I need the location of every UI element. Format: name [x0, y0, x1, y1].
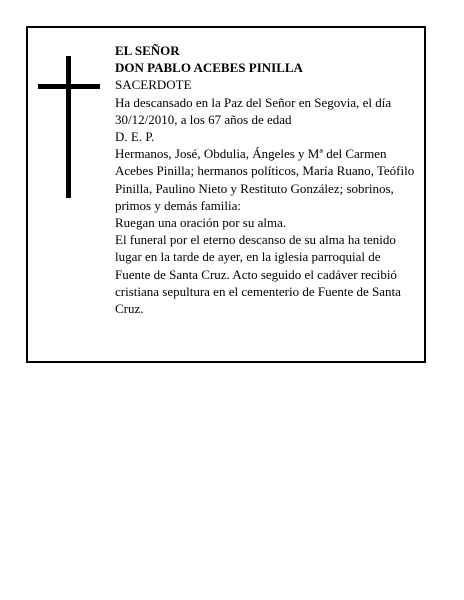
deceased-title: SACERDOTE [115, 77, 192, 93]
dep-abbreviation: D. E. P. [115, 129, 155, 145]
cross-icon [38, 56, 100, 198]
death-announcement: Ha descansado en la Paz del Señor en Segovia, el día 30/12/2010, a los 67 años de edad [115, 94, 392, 127]
prayer-request: Ruegan una oración por su alma. [115, 215, 287, 231]
heading-line-1: EL SEÑOR [115, 43, 180, 58]
cross-horizontal-bar [38, 84, 100, 89]
family-list: Hermanos, José, Obdulia, Ángeles y Mª del Carmen Acebes Pinilla; hermanos políticos, María Ruano, Teófilo Pinilla, Paulino Nieto y Restituto González; sobrinos, primos y demás familia: [115, 146, 415, 213]
notice-text [115, 42, 415, 317]
deceased-name: DON PABLO ACEBES PINILLA [115, 60, 303, 76]
funeral-details: El funeral por el eterno descanso de su alma ha tenido lugar en la tarde de ayer, en la iglesia parroquial de Fuente de Santa Cruz. Acto seguido el cadáver recibió cristiana sepultura en el cementerio de Fuente de Santa Cruz. [115, 232, 401, 317]
cross-vertical-bar [66, 56, 71, 198]
obituary-notice [26, 26, 426, 363]
